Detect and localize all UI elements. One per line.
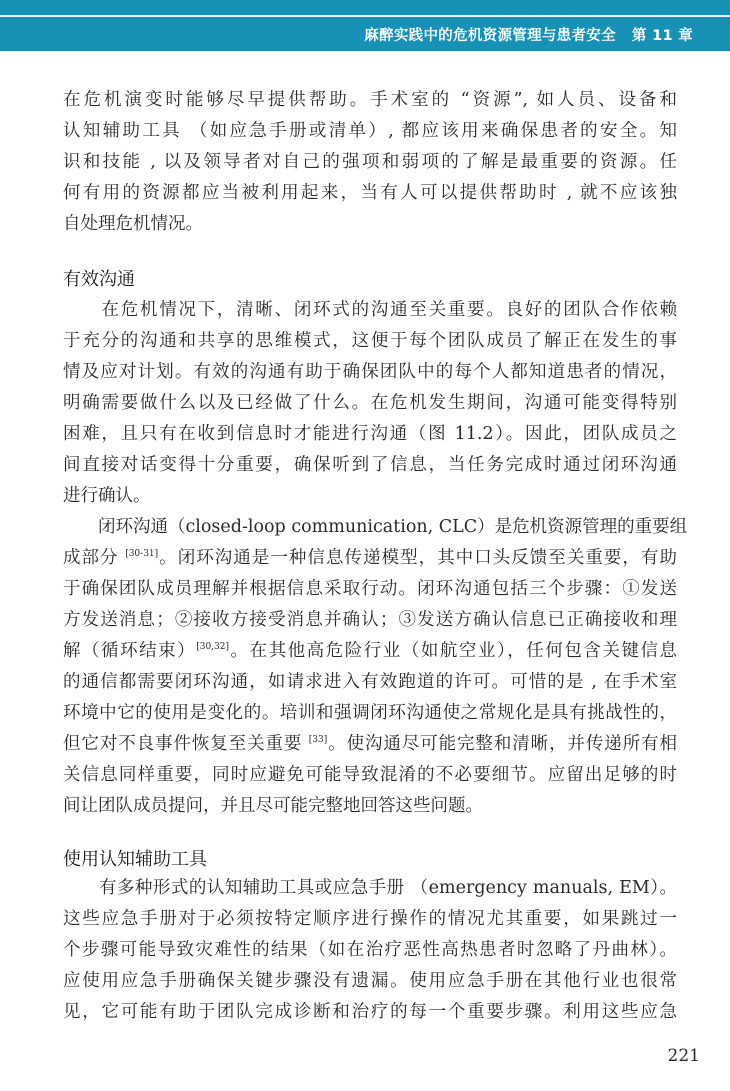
text-segment: 。使沟通尽可能完整和清晰，并传递所有相 bbox=[327, 734, 678, 754]
text-segment: 间让团队成员提问，并且尽可能完整地回答这些问题。 bbox=[63, 796, 483, 816]
text-segment: 关信息同样重要，同时应避免可能导致混淆的不必要细节。应留出足够的时 bbox=[63, 765, 677, 785]
text-segment: 解（循环结束） bbox=[63, 641, 197, 661]
text-segment: 明确需要做什么以及已经做了什么。在危机发生期间，沟通可能变得特别 bbox=[63, 393, 677, 413]
text-line bbox=[63, 636, 677, 667]
text-line bbox=[63, 481, 677, 512]
text-line bbox=[63, 997, 677, 1028]
section-cognitive-aids bbox=[63, 873, 677, 1028]
text-segment: 于充分的沟通和共享的思维模式，这便于每个团队成员了解正在发生的事 bbox=[63, 331, 677, 351]
text-segment: 的通信都需要闭环沟通，如请求进入有效跑道的许可。可惜的是 , 在手术室 bbox=[63, 672, 677, 692]
text-line bbox=[63, 966, 677, 997]
paragraph bbox=[63, 512, 688, 822]
text-line bbox=[63, 326, 677, 357]
citation: [30,32] bbox=[196, 642, 230, 652]
header-band-top bbox=[0, 0, 730, 15]
text-line bbox=[63, 147, 677, 178]
text-line bbox=[63, 729, 677, 760]
text-line bbox=[63, 667, 677, 698]
text-segment: 环境中它的使用是变化的。培训和强调闭环沟通使之常规化是具有挑战性的， bbox=[63, 703, 677, 723]
text-line bbox=[63, 543, 677, 574]
text-line bbox=[63, 605, 677, 636]
text-line bbox=[63, 295, 677, 326]
text-segment: 。闭环沟通是一种信息传递模型，其中口头反馈至关重要，有助 bbox=[158, 548, 677, 568]
paragraph bbox=[63, 873, 677, 1028]
text-segment: 在危机演变时能够尽早提供帮助。手术室的 “资源”, 如人员、设备和 bbox=[63, 90, 677, 110]
text-segment: 进行确认。 bbox=[63, 486, 151, 506]
text-line bbox=[63, 512, 688, 543]
text-segment: 在危机情况下，清晰、闭环式的沟通至关重要。良好的团队合作依赖 bbox=[63, 300, 677, 320]
text-segment: 方发送消息；②接收方接受消息并确认；③发送方确认信息已正确接收和理 bbox=[63, 610, 677, 630]
text-segment: 于确保团队成员理解并根据信息采取行动。闭环沟通包括三个步骤：①发送 bbox=[63, 579, 677, 599]
section-heading: 使用认知辅助工具 bbox=[63, 849, 207, 870]
citation: [33] bbox=[308, 735, 328, 745]
text-line bbox=[63, 450, 677, 481]
paragraph bbox=[63, 85, 677, 240]
text-line bbox=[63, 178, 677, 209]
text-line bbox=[63, 574, 677, 605]
text-segment: 困难，且只有在收到信息时才能进行沟通（图 11.2）。因此，团队成员之 bbox=[63, 424, 677, 444]
text-line bbox=[63, 209, 677, 240]
text-line bbox=[63, 388, 677, 419]
intro-text bbox=[63, 85, 677, 240]
text-segment: 闭环沟通（closed-loop communication, CLC）是危机资源管理的重要组 bbox=[63, 517, 688, 537]
text-segment: 识和技能 , 以及领导者对自己的强项和弱项的了解是最重要的资源。任 bbox=[63, 152, 677, 172]
text-line bbox=[63, 116, 677, 147]
text-line bbox=[63, 904, 677, 935]
text-line bbox=[63, 873, 677, 904]
text-segment: 应使用应急手册确保关键步骤没有遗漏。使用应急手册在其他行业也很常 bbox=[63, 971, 677, 991]
section-heading: 有效沟通 bbox=[63, 269, 135, 290]
text-line bbox=[63, 357, 677, 388]
text-line bbox=[63, 760, 677, 791]
text-segment: 情及应对计划。有效的沟通有助于确保团队中的每个人都知道患者的情况， bbox=[63, 362, 677, 382]
running-title: 麻醉实践中的危机资源管理与患者安全 第 11 章 bbox=[364, 28, 693, 44]
text-line bbox=[63, 85, 677, 116]
text-segment: 见，它可能有助于团队完成诊断和治疗的每一个重要步骤。利用这些应急 bbox=[63, 1002, 677, 1022]
text-line bbox=[63, 791, 677, 822]
section-effective-communication bbox=[63, 295, 688, 822]
text-segment: 成部分 bbox=[63, 548, 126, 568]
citation: [30-31] bbox=[125, 549, 159, 559]
text-segment: 但它对不良事件恢复至关重要 bbox=[63, 734, 309, 754]
text-line bbox=[63, 935, 677, 966]
text-segment: 认知辅助工具 （如应急手册或清单）, 都应该用来确保患者的安全。知 bbox=[63, 121, 677, 141]
text-segment: 何有用的资源都应当被利用起来，当有人可以提供帮助时 , 就不应该独 bbox=[63, 183, 677, 203]
text-segment: 自处理危机情况。 bbox=[63, 214, 203, 234]
text-segment: 有多种形式的认知辅助工具或应急手册 （emergency manuals, EM）。 bbox=[63, 878, 677, 898]
page-number: 221 bbox=[667, 1046, 700, 1066]
text-segment: 。在其他高危险行业（如航空业），任何包含关键信息 bbox=[229, 641, 678, 661]
text-segment: 这些应急手册对于必须按特定顺序进行操作的情况尤其重要，如果跳过一 bbox=[63, 909, 677, 929]
text-line bbox=[63, 698, 677, 729]
text-line bbox=[63, 419, 677, 450]
text-segment: 间直接对话变得十分重要，确保听到了信息，当任务完成时通过闭环沟通 bbox=[63, 455, 677, 475]
text-segment: 个步骤可能导致灾难性的结果（如在治疗恶性高热患者时忽略了丹曲林）。 bbox=[63, 940, 677, 960]
paragraph bbox=[63, 295, 677, 512]
